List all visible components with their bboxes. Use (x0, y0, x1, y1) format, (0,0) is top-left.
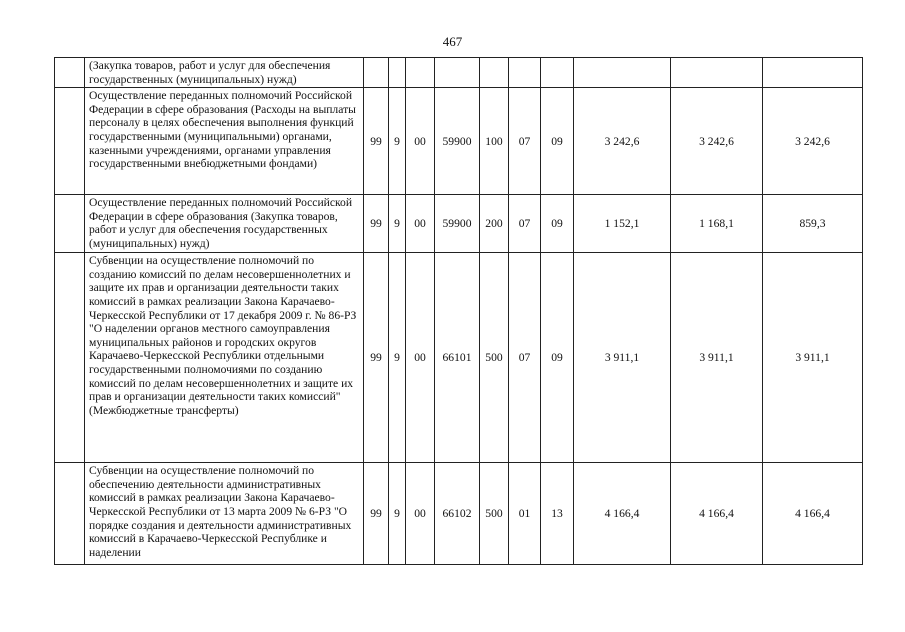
index-cell (55, 195, 85, 253)
amount-year-1: 1 152,1 (574, 195, 671, 253)
amount-year-3: 859,3 (763, 195, 863, 253)
code-event: 00 (406, 253, 435, 463)
table-row (55, 253, 863, 463)
code-direction: 59900 (435, 88, 480, 195)
code-section (509, 58, 541, 88)
amount-year-1: 4 166,4 (574, 463, 671, 565)
code-direction (435, 58, 480, 88)
code-expense-type: 100 (480, 88, 509, 195)
code-expense-type (480, 58, 509, 88)
index-cell (55, 463, 85, 565)
code-subprogram (389, 58, 406, 88)
code-subsection: 13 (541, 463, 574, 565)
code-expense-type: 200 (480, 195, 509, 253)
amount-year-3: 3 242,6 (763, 88, 863, 195)
code-program: 99 (364, 195, 389, 253)
code-expense-type: 500 (480, 463, 509, 565)
code-direction: 66101 (435, 253, 480, 463)
code-section: 07 (509, 195, 541, 253)
code-event: 00 (406, 88, 435, 195)
code-program (364, 58, 389, 88)
amount-year-1: 3 911,1 (574, 253, 671, 463)
index-cell (55, 253, 85, 463)
table-row (55, 88, 863, 195)
row-description: Субвенции на осуществление полномочий по обеспечению деятельности административных комиссий в рамках реализации Закона Карачаево-Черкесской Республики от 13 марта 2009 № 6-РЗ "О порядке создания и деятельности административных комиссий в Карачаево-Черкесской Республике и наделении (85, 463, 364, 565)
code-subsection: 09 (541, 253, 574, 463)
code-subsection: 09 (541, 195, 574, 253)
code-subprogram: 9 (389, 253, 406, 463)
code-event: 00 (406, 463, 435, 565)
amount-year-1 (574, 58, 671, 88)
index-cell (55, 88, 85, 195)
code-section: 07 (509, 88, 541, 195)
code-program: 99 (364, 88, 389, 195)
code-section: 07 (509, 253, 541, 463)
amount-year-1: 3 242,6 (574, 88, 671, 195)
table-row (55, 195, 863, 253)
amount-year-2: 3 911,1 (671, 253, 763, 463)
table-row (55, 463, 863, 565)
page-number: 467 (442, 34, 463, 49)
code-direction: 66102 (435, 463, 480, 565)
code-section: 01 (509, 463, 541, 565)
row-description: (Закупка товаров, работ и услуг для обеспечения государственных (муниципальных) нужд) (85, 58, 364, 88)
row-description: Осуществление переданных полномочий Российской Федерации в сфере образования (Закупка товаров, работ и услуг для обеспечения государственных (муниципальных) нужд) (85, 195, 364, 253)
code-event (406, 58, 435, 88)
code-program: 99 (364, 463, 389, 565)
amount-year-3 (763, 58, 863, 88)
amount-year-3: 4 166,4 (763, 463, 863, 565)
amount-year-2: 1 168,1 (671, 195, 763, 253)
code-event: 00 (406, 195, 435, 253)
code-subprogram: 9 (389, 195, 406, 253)
table-row (55, 58, 863, 88)
code-subsection: 09 (541, 88, 574, 195)
amount-year-2: 4 166,4 (671, 463, 763, 565)
amount-year-2 (671, 58, 763, 88)
row-description: Субвенции на осуществление полномочий по созданию комиссий по делам несовершеннолетних и защите их прав и организации деятельности таких комиссий в рамках реализации Закона Карачаево-Черкесской Республики от 17 декабря 2009 г. № 86-РЗ "О наделении органов местного самоуправления муниципальных районов и городских округов Карачаево-Черкесской Республики отдельными государственными полномочиями по созданию комиссий по делам несовершеннолетних и защите их прав и организации деятельности таких комиссий" (Межбюджетные трансферты) (85, 253, 364, 463)
amount-year-2: 3 242,6 (671, 88, 763, 195)
code-subprogram: 9 (389, 88, 406, 195)
row-description: Осуществление переданных полномочий Российской Федерации в сфере образования (Расходы на выплаты персоналу в целях обеспечения выполнения функций государственными (муниципальными) органами, казенными учреждениями, органами управления государственными внебюджетными фондами) (85, 88, 364, 195)
code-subsection (541, 58, 574, 88)
code-subprogram: 9 (389, 463, 406, 565)
code-direction: 59900 (435, 195, 480, 253)
amount-year-3: 3 911,1 (763, 253, 863, 463)
index-cell (55, 58, 85, 88)
code-program: 99 (364, 253, 389, 463)
code-expense-type: 500 (480, 253, 509, 463)
budget-table (54, 57, 863, 565)
